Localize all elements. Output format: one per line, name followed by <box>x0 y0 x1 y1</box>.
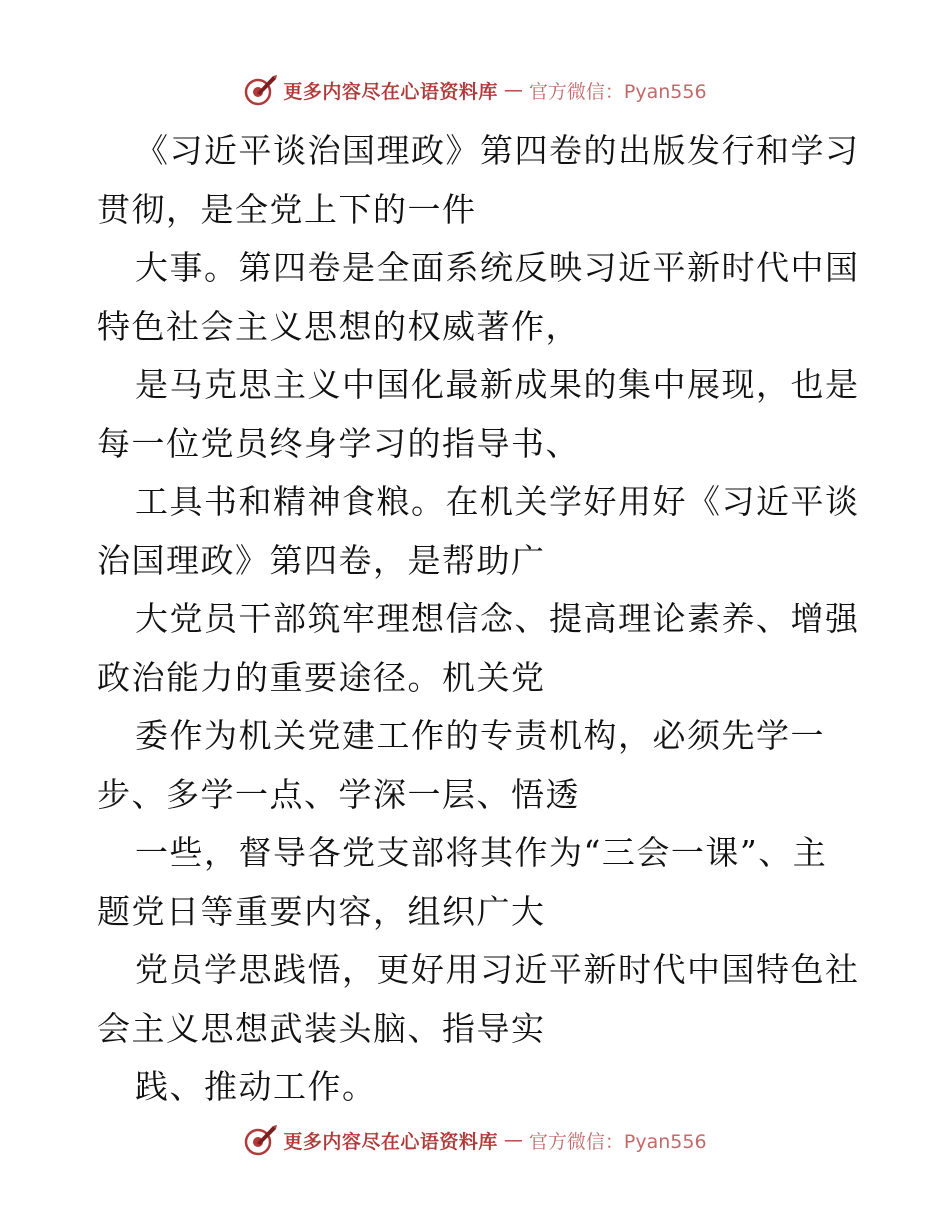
text-line: 大党员干部筑牢理想信念、提高理论素养、增强 <box>135 599 860 638</box>
text-line: 治国理政》第四卷，是帮助广 <box>97 540 546 580</box>
text-line: 步、多学一点、学深一层、悟透 <box>97 774 580 814</box>
header-banner <box>0 70 950 110</box>
text-line: 贯彻，是全党上下的一件 <box>97 189 477 229</box>
pen-circle-logo-icon <box>243 73 277 107</box>
footer-banner <box>0 1120 950 1160</box>
footer-dash: — <box>503 1129 523 1151</box>
text-line: 委作为机关党建工作的专责机构，必须先学一 <box>135 716 825 755</box>
text-line: 党员学思践悟，更好用习近平新时代中国特色社 <box>135 950 860 989</box>
header-site-text: 更多内容尽在心语资料库 <box>283 80 498 103</box>
footer-site-text: 更多内容尽在心语资料库 <box>283 1130 498 1153</box>
text-line: 是马克思主义中国化最新成果的集中展现，也是 <box>135 365 860 404</box>
text-line: 政治能力的重要途径。机关党 <box>97 657 546 697</box>
text-line: 题党日等重要内容，组织广大 <box>97 891 546 931</box>
text-line: 一些，督导各党支部将其作为“三会一课”、主 <box>135 833 828 872</box>
header-contact-text: 官方微信：Pyan556 <box>528 80 707 103</box>
header-dash: — <box>503 79 523 101</box>
text-line: 《习近平谈治国理政》第四卷的出版发行和学习 <box>135 131 860 170</box>
pen-circle-logo-icon <box>243 1123 277 1157</box>
body-text <box>97 122 860 1117</box>
text-line: 践、推动工作。 <box>135 1067 377 1106</box>
text-line: 每一位党员终身学习的指导书、 <box>97 423 580 463</box>
text-line: 工具书和精神食粮。在机关学好用好《习近平谈 <box>135 482 860 521</box>
text-line: 大事。第四卷是全面系统反映习近平新时代中国 <box>135 248 860 287</box>
text-line: 特色社会主义思想的权威著作， <box>97 306 580 346</box>
footer-contact-text: 官方微信：Pyan556 <box>528 1130 707 1153</box>
text-line: 会主义思想武装头脑、指导实 <box>97 1008 546 1048</box>
